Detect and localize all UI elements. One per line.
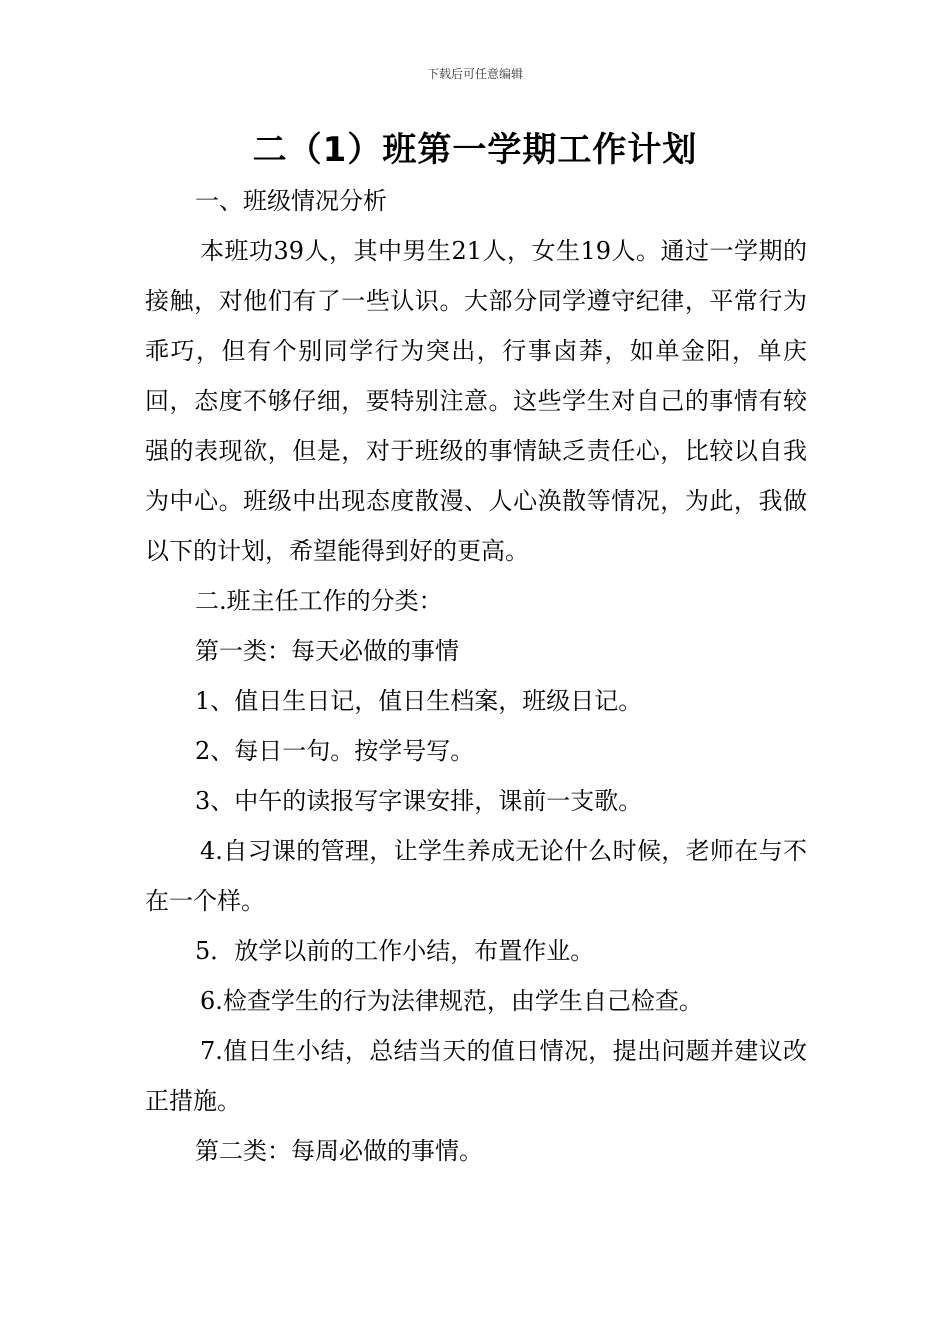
daily-item: 3、中午的读报写字课安排，课前一支歌。: [195, 787, 643, 815]
daily-item: 2、每日一句。按学号写。: [195, 737, 475, 765]
header-note: 下载后可任意编辑: [426, 67, 523, 81]
daily-item: 1、值日生日记，值日生档案，班级日记。: [195, 687, 643, 715]
section-heading-work-categories: 二.班主任工作的分类：: [195, 587, 443, 615]
daily-item: 4.自习课的管理，让学生养成无论什么时候，老师在与不在一个样。: [145, 837, 807, 915]
class-analysis-paragraph: 本班功39人，其中男生21人，女生19人。通过一学期的接触，对他们有了一些认识。大部分同学遵守纪律，平常行为乖巧，但有个别同学行为突出，行事卤莽，如单金阳，单庆回，态度不够仔细，要特别注意。这些学生对自己的事情有较强的表现欲，但是，对于班级的事情缺乏责任心，比较以自我为中心。班级中出现态度散漫、人心涣散等情况，为此，我做以下的计划，希望能得到好的更高。: [145, 237, 807, 565]
daily-item: 6.检查学生的行为法律规范，由学生自己检查。: [200, 987, 703, 1015]
daily-item: 5．放学以前的工作小结，布置作业。: [195, 937, 595, 965]
document-body: [145, 176, 807, 1176]
daily-item: 7.值日生小结，总结当天的值日情况，提出问题并建议改正措施。: [145, 1037, 807, 1115]
category-heading-daily: 第一类：每天必做的事情: [195, 637, 459, 665]
page-title: 二（1）班第一学期工作计划: [252, 130, 698, 170]
category-heading-weekly: 第二类：每周必做的事情。: [195, 1137, 483, 1165]
section-heading-class-analysis: 一、班级情况分析: [195, 187, 387, 215]
